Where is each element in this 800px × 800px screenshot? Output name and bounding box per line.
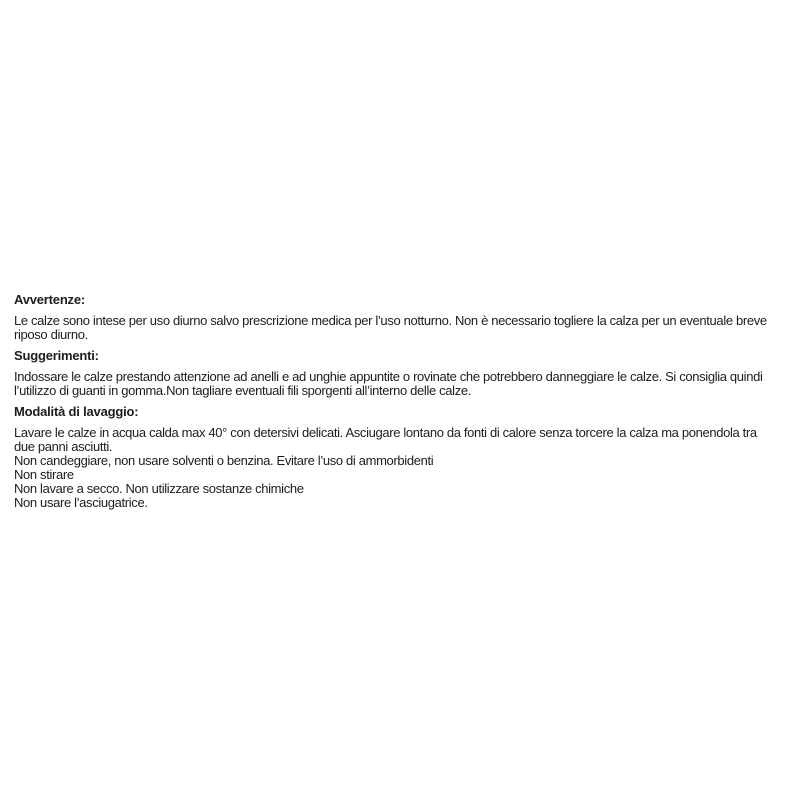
lavaggio-paragraph-non-stirare: Non stirare: [14, 467, 74, 482]
suggerimenti-heading: Suggerimenti:: [14, 348, 99, 363]
avvertenze-paragraph: Le calze sono intese per uso diurno salvo prescrizione medica per l’uso notturno. Non è necessario togliere la calza per un eventuale breve riposo diurno.: [14, 313, 767, 342]
lavaggio-paragraph-non-candeggiare: Non candeggiare, non usare solventi o benzina. Evitare l’uso di ammorbidenti: [14, 453, 434, 468]
suggerimenti-paragraph: Indossare le calze prestando attenzione ad anelli e ad unghie appuntite o rovinate che potrebbero danneggiare le calze. Si consiglia quindi l’utilizzo di guanti in gomma.Non tagliare eventuali fili sporgenti all’interno delle calze.: [14, 369, 763, 398]
section-modalita-di-lavaggio: [14, 405, 774, 510]
section-suggerimenti: [14, 349, 774, 398]
lavaggio-paragraph-non-usare-asciugatrice: Non usare l’asciugatrice.: [14, 495, 148, 510]
lavaggio-paragraph-lavare: Lavare le calze in acqua calda max 40° con detersivi delicati. Asciugare lontano da fonti di calore senza torcere la calza ma ponendola tra due panni asciutti.: [14, 425, 757, 454]
section-avvertenze: [14, 293, 774, 342]
modalita-di-lavaggio-heading: Modalità di lavaggio:: [14, 404, 139, 419]
lavaggio-paragraph-non-lavare-a-secco: Non lavare a secco. Non utilizzare sostanze chimiche: [14, 481, 304, 496]
avvertenze-heading: Avvertenze:: [14, 292, 86, 307]
text-content: [14, 293, 774, 510]
